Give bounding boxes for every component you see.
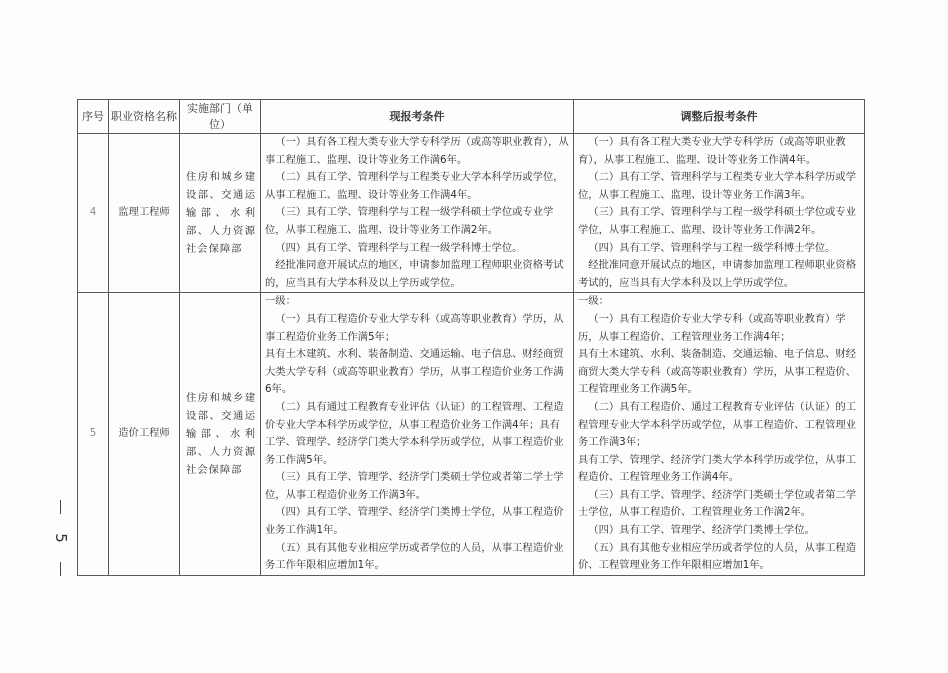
- qualification-table: [77, 99, 865, 576]
- condition-paragraph: （三）具有工学、管理学、经济学门类硕士学位或者第二学士学位，从事工程造价、工程管理业务工作满2年。: [578, 488, 857, 519]
- table-header-row: [78, 100, 865, 134]
- condition-paragraph: （三）具有工学、管理学、经济学门类硕士学位或者第二学士学位，从事工程造价业务工作满3年。: [265, 471, 564, 501]
- implementing-department: 住房和城乡建设部、交通运输部、水利部、人力资源社会保障部: [180, 293, 261, 576]
- header-current-conditions: 现报考条件: [261, 100, 574, 134]
- row-number: 5: [78, 293, 109, 576]
- condition-paragraph: （四）具有工学、管理科学与工程一级学科博士学位。: [588, 241, 836, 254]
- header-num: 序号: [78, 100, 109, 134]
- condition-paragraph: 具有土木建筑、水利、装备制造、交通运输、电子信息、财经商贸大类大学专科（或高等职业教育）学历，从事工程造价、工程管理业务工作满5年。: [578, 348, 857, 396]
- page-number-marker: [50, 500, 72, 580]
- condition-paragraph: （二）具有工程造价、通过工程教育专业评估（认证）的工程管理专业大学本科学历或学位，从事工程造价、工程管理业务工作满3年；: [578, 400, 857, 449]
- condition-paragraph: 经批准同意开展试点的地区，申请参加监理工程师职业资格考试的，应当具有大学本科及以上学历或学位。: [265, 259, 564, 289]
- condition-paragraph: （一）具有工程造价专业大学专科（或高等职业教育）学历，从事工程造价业务工作满5年；: [265, 312, 564, 343]
- table-row: [78, 293, 865, 576]
- condition-paragraph: （三）具有工学、管理科学与工程一级学科硕士学位或专业学位，从事工程施工、监理、设计等业务工作满2年。: [265, 206, 554, 236]
- condition-paragraph: 具有土木建筑、水利、装备制造、交通运输、电子信息、财经商贸大类大学专科（或高等职业教育）学历，从事工程造价业务工作满6年。: [265, 348, 564, 396]
- condition-paragraph: （四）具有工学、管理学、经济学门类博士学位。: [588, 524, 815, 537]
- condition-paragraph: 具有工学、管理学、经济学门类大学本科学历或学位，从事工程造价、工程管理业务工作满4年。: [578, 453, 857, 484]
- adjusted-conditions-cell: [574, 134, 865, 293]
- condition-paragraph: （四）具有工学、管理科学与工程一级学科博士学位。: [275, 241, 523, 254]
- condition-paragraph: 经批准同意开展试点的地区，申请参加监理工程师职业资格考试的，应当具有大学本科及以上学历或学位。: [578, 259, 857, 289]
- condition-paragraph: （五）具有其他专业相应学历或者学位的人员，从事工程造价业务工作年限相应增加1年。: [265, 541, 564, 572]
- condition-paragraph: （一）具有各工程大类专业大学专科学历（或高等职业教育），从事工程施工、监理、设计等业务工作满6年。: [265, 136, 569, 166]
- condition-paragraph: （二）具有通过工程教育专业评估（认证）的工程管理、工程造价专业大学本科学历或学位，从事工程造价业务工作满4年；具有工学、管理学、经济学门类大学本科学历或学位，从事工程造价业务工作满5年。: [265, 400, 564, 466]
- condition-paragraph: （四）具有工学、管理学、经济学门类博士学位，从事工程造价业务工作满1年。: [265, 506, 564, 537]
- condition-paragraph: （三）具有工学、管理科学与工程一级学科硕士学位或专业学位，从事工程施工、监理、设计等业务工作满2年。: [578, 206, 857, 236]
- condition-paragraph: 一级：: [265, 295, 296, 308]
- table-row: [78, 134, 865, 293]
- condition-paragraph: 一级：: [578, 295, 609, 308]
- header-dept: 实施部门（单位）: [180, 100, 261, 134]
- condition-paragraph: （二）具有工学、管理科学与工程类专业大学本科学历或学位，从事工程施工、监理、设计等业务工作满4年。: [265, 171, 564, 201]
- qualification-name: 监理工程师: [109, 134, 180, 293]
- page-number: 5: [52, 533, 70, 543]
- adjusted-conditions-cell: [574, 293, 865, 576]
- page-number-dash: [60, 500, 61, 514]
- condition-paragraph: （二）具有工学、管理科学与工程类专业大学本科学历或学位，从事工程施工、监理、设计等业务工作满3年。: [578, 171, 857, 201]
- row-number: 4: [78, 134, 109, 293]
- condition-paragraph: （一）具有工程造价专业大学专科（或高等职业教育）学历，从事工程造价、工程管理业务工作满4年；: [578, 312, 846, 343]
- header-name: 职业资格名称: [109, 100, 180, 134]
- implementing-department: 住房和城乡建设部、交通运输部、水利部、人力资源社会保障部: [180, 134, 261, 293]
- condition-paragraph: （五）具有其他专业相应学历或者学位的人员，从事工程造价、工程管理业务工作年限相应增加1年。: [578, 541, 857, 572]
- current-conditions-cell: [261, 293, 574, 576]
- current-conditions-cell: [261, 134, 574, 293]
- qualification-name: 造价工程师: [109, 293, 180, 576]
- condition-paragraph: （一）具有各工程大类专业大学专科学历（或高等职业教育），从事工程施工、监理、设计等业务工作满4年。: [578, 136, 846, 166]
- page-number-dash: [60, 562, 61, 576]
- header-adjusted-conditions: 调整后报考条件: [574, 100, 865, 134]
